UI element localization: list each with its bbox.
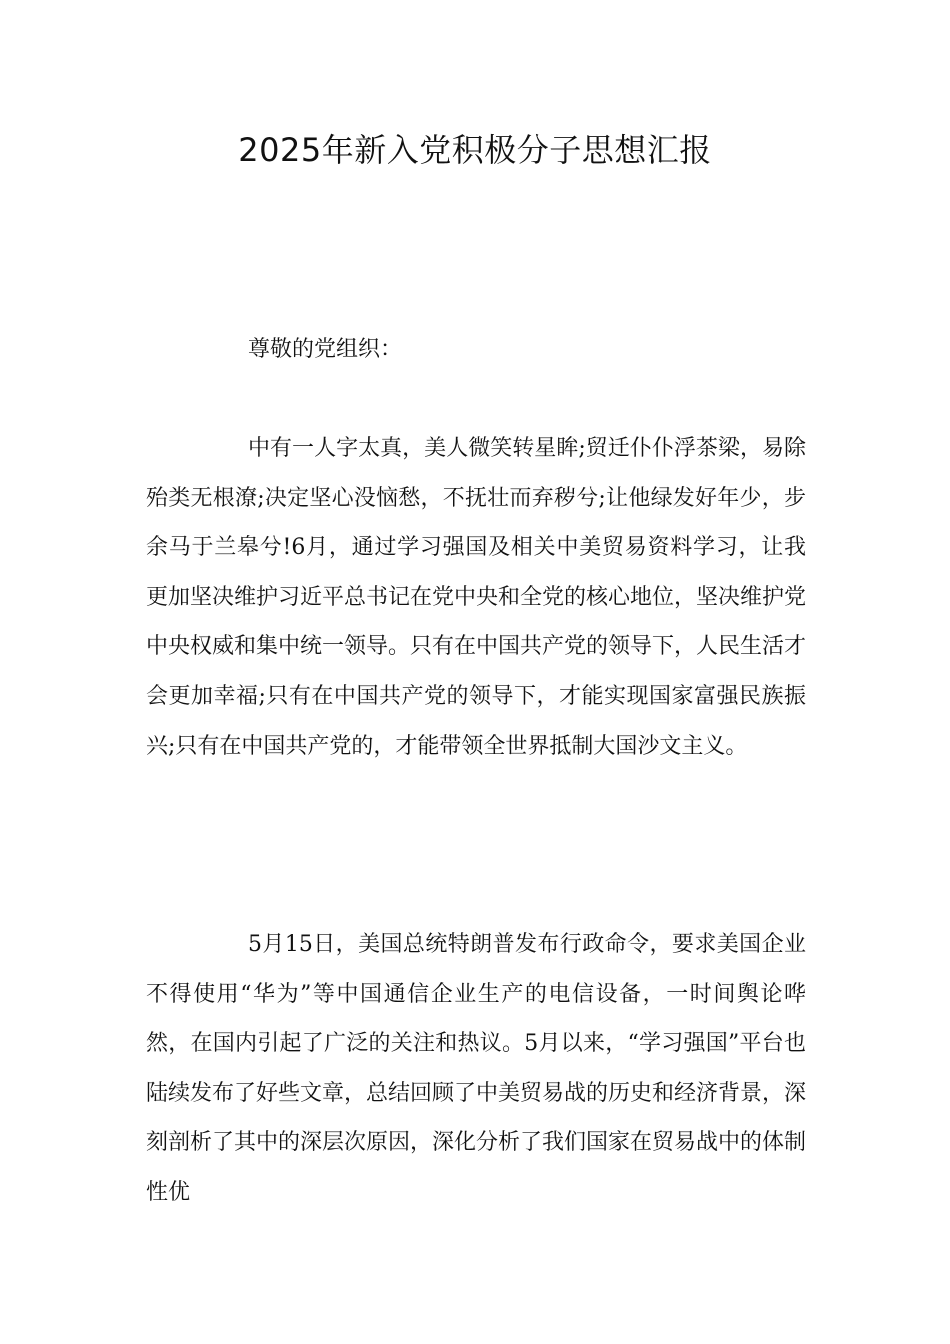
body-paragraph-2: 5月15日，美国总统特朗普发布行政命令，要求美国企业不得使用“华为”等中国通信企业生产的电信设备，一时间舆论哗然，在国内引起了广泛的关注和热议。5月以来，“学习强国”平台也陆续发布了好些文章，总结回顾了中美贸易战的历史和经济背景，深刻剖析了其中的深层次原因，深化分析了我们国家在贸易战中的体制性优 (146, 932, 807, 1205)
document-title: 2025年新入党积极分子思想汇报 (238, 131, 712, 169)
body-paragraph-1: 中有一人字太真，美人微笑转星眸;贸迁仆仆浮茶梁，易除殆类无根潦;决定坚心没恼愁，不抚壮而弃秽兮;让他绿发好年少，步余马于兰皋兮!6月，通过学习强国及相关中美贸易资料学习，让我更加坚决维护习近平总书记在党中央和全党的核心地位，坚决维护党中央权威和集中统一领导。只有在中国共产党的领导下，人民生活才会更加幸福;只有在中国共产党的领导下，才能实现国家富强民族振兴;只有在中国共产党的，才能带领全世界抵制大国沙文主义。 (146, 436, 807, 759)
salutation: 尊敬的党组织： (248, 337, 403, 362)
